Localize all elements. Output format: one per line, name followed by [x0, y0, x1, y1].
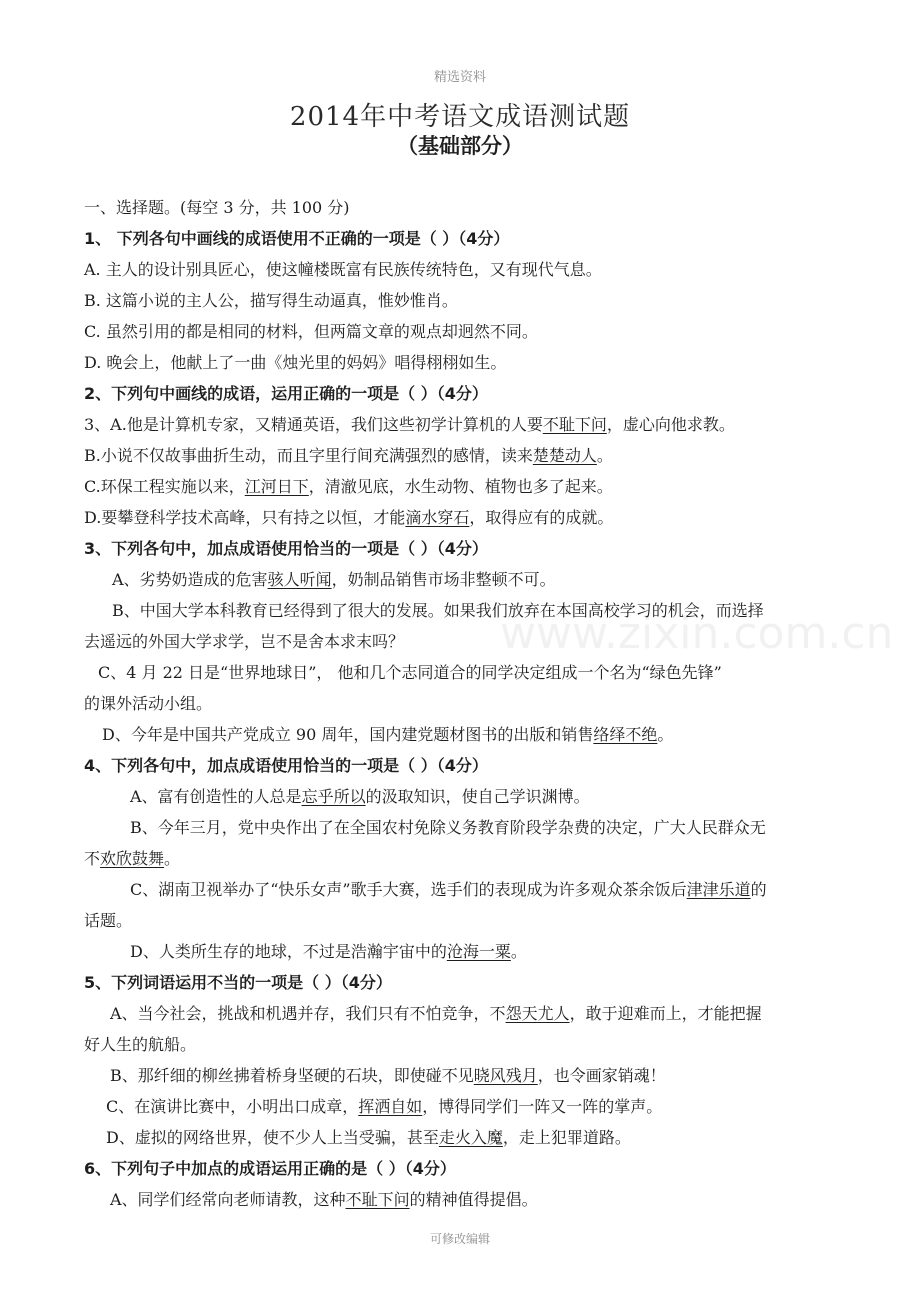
- question-3-option-c-line2: 的课外活动小组。: [84, 694, 213, 713]
- question-6-stem: 6、下列句子中加点的成语运用正确的是（ ）（4分）: [84, 1159, 456, 1178]
- document-subtitle: （基础部分）: [397, 134, 523, 158]
- question-5-option-a-line1: A、当今社会，挑战和机遇并存，我们只有不怕竞争，不怨天尤人，敢于迎难而上，才能把握: [110, 1004, 762, 1023]
- question-1-option-c: C. 虽然引用的都是相同的材料，但两篇文章的观点却迥然不同。: [84, 322, 538, 341]
- question-2-option-b: B.小说不仅故事曲折生动，而且字里行间充满强烈的感情，读来楚楚动人。: [84, 446, 613, 465]
- question-5-option-b: B、那纤细的柳丝拂着桥身坚硬的石块，即使碰不见晓风残月，也令画家销魂！: [110, 1066, 666, 1085]
- question-4-option-a: A、富有创造性的人总是忘乎所以的汲取知识，使自己学识渊博。: [130, 787, 590, 806]
- question-3-stem: 3、下列各句中，加点成语使用恰当的一项是（ ）（4分）: [84, 539, 488, 558]
- question-3-option-b-line1: B、中国大学本科教育已经得到了很大的发展。如果我们放弃在本国高校学习的机会，而选择: [112, 601, 764, 620]
- question-4-option-b-line1: B、今年三月，党中央作出了在全国农村免除义务教育阶段学杂费的决定，广大人民群众无: [130, 818, 766, 837]
- question-1-option-b: B. 这篇小说的主人公，描写得生动逼真，惟妙惟肖。: [84, 291, 458, 310]
- underlined-idiom: 骇人听闻: [267, 570, 332, 589]
- question-1-option-a: A. 主人的设计别具匠心，使这幢楼既富有民族传统特色，又有现代气息。: [84, 260, 602, 279]
- underlined-idiom: 不耻下问: [542, 415, 607, 434]
- underlined-idiom: 江河日下: [244, 477, 309, 496]
- section-heading: 一、选择题。(每空 3 分，共 100 分): [84, 198, 350, 217]
- question-5-stem: 5、下列词语运用不当的一项是（ ）（4分）: [84, 973, 392, 992]
- question-4-option-c-line2: 话题。: [84, 911, 133, 930]
- question-4-option-b-line2: 不欢欣鼓舞。: [84, 849, 181, 868]
- underlined-idiom: 挥洒自如: [358, 1097, 423, 1116]
- question-1-stem: 1、 下列各句中画线的成语使用不正确的一项是（ ）（4分）: [84, 229, 510, 248]
- underlined-idiom: 欢欣鼓舞: [100, 849, 165, 868]
- question-3-option-c-line1: C、4 月 22 日是“世界地球日”， 他和几个志同道合的同学决定组成一个名为“绿色先锋”: [98, 663, 722, 682]
- underlined-idiom: 络绎不绝: [593, 725, 658, 744]
- underlined-idiom: 滴水穿石: [405, 508, 470, 527]
- question-1-option-d: D. 晚会上，他献上了一曲《烛光里的妈妈》唱得栩栩如生。: [84, 353, 507, 372]
- underlined-idiom: 不耻下问: [345, 1190, 410, 1209]
- document-title: 2014年中考语文成语测试题: [289, 102, 631, 132]
- underlined-idiom: 沧海一粟: [446, 942, 511, 961]
- page-header: 精选资料: [433, 70, 486, 85]
- question-3-option-d: D、今年是中国共产党成立 90 周年，国内建党题材图书的出版和销售络绎不绝。: [102, 725, 674, 744]
- question-5-option-d: D、虚拟的网络世界，使不少人上当受骗，甚至走火入魔，走上犯罪道路。: [106, 1128, 631, 1147]
- underlined-idiom: 怨天尤人: [505, 1004, 570, 1023]
- page-footer: 可修改编辑: [429, 1232, 490, 1246]
- question-3-option-b-line2: 去遥远的外国大学求学，岂不是舍本求末吗？: [84, 632, 405, 651]
- watermark: www.zixin.com.cn: [500, 608, 894, 659]
- question-3-option-a: A、劣势奶造成的危害骇人听闻，奶制品销售市场非整顿不可。: [112, 570, 556, 589]
- underlined-idiom: 晓风残月: [473, 1066, 538, 1085]
- question-4-option-d: D、人类所生存的地球，不过是浩瀚宇宙中的沧海一粟。: [130, 942, 527, 961]
- question-4-option-c-line1: C、湖南卫视举办了“快乐女声”歌手大赛，选手们的表现成为许多观众茶余饭后津津乐道的: [130, 880, 767, 899]
- question-4-stem: 4、下列各句中，加点成语使用恰当的一项是（ ）（4分）: [84, 756, 488, 775]
- underlined-idiom: 楚楚动人: [532, 446, 597, 465]
- question-2-stem: 2、下列句中画线的成语，运用正确的一项是（ ）（4分）: [84, 384, 488, 403]
- question-2-option-a: 3、A.他是计算机专家，又精通英语，我们这些初学计算机的人要不耻下问，虚心向他求教。: [84, 415, 735, 434]
- question-6-option-a: A、同学们经常向老师请教，这种不耻下问的精神值得提倡。: [110, 1190, 538, 1209]
- question-5-option-a-line2: 好人生的航船。: [84, 1035, 197, 1054]
- question-2-option-c: C.环保工程实施以来，江河日下，清澈见底，水生动物、植物也多了起来。: [84, 477, 613, 496]
- underlined-idiom: 忘乎所以: [301, 787, 366, 806]
- underlined-idiom: 津津乐道: [686, 880, 751, 899]
- underlined-idiom: 走火入魔: [438, 1128, 503, 1147]
- question-5-option-c: C、在演讲比赛中，小明出口成章，挥洒自如，博得同学们一阵又一阵的掌声。: [106, 1097, 663, 1116]
- question-2-option-d: D.要攀登科学技术高峰，只有持之以恒，才能滴水穿石，取得应有的成就。: [84, 508, 614, 527]
